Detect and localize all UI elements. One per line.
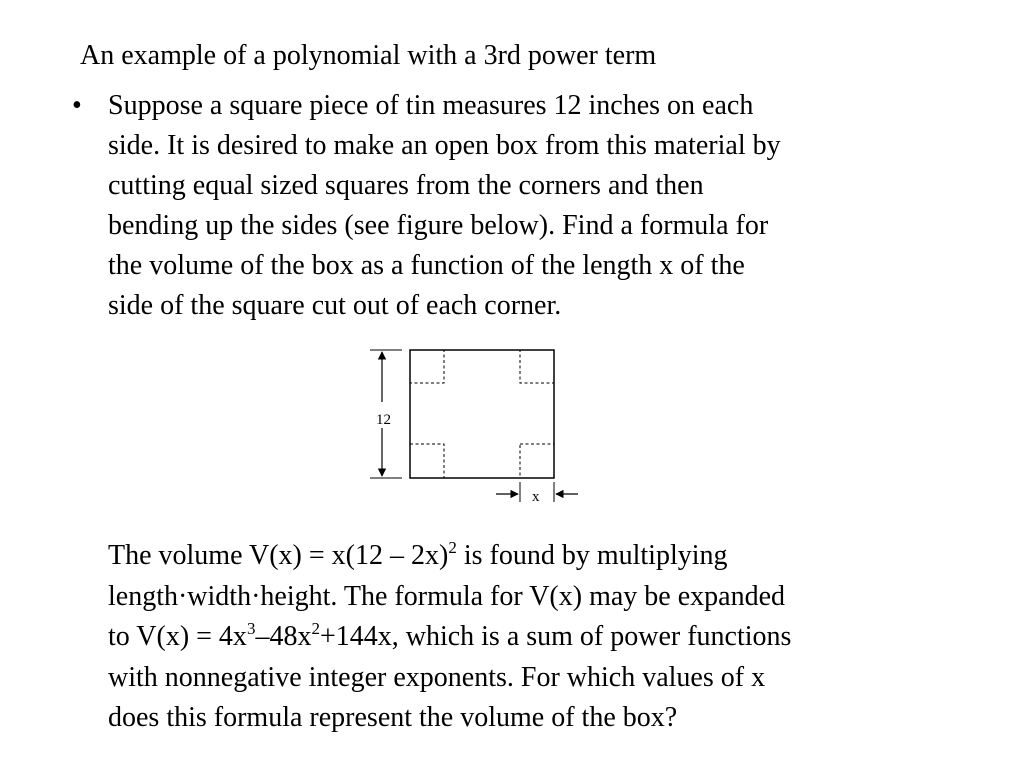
corner-cut-bottom-left <box>410 444 444 478</box>
slide-title: An example of a polynomial with a 3rd power term <box>80 40 657 71</box>
problem-line: side of the square cut out of each corner. <box>108 290 562 321</box>
text-run: to V(x) = 4x <box>108 621 247 652</box>
corner-cut-top-left <box>410 350 444 383</box>
problem-line: side. It is desired to make an open box from this material by <box>108 130 781 161</box>
text-run: The volume V(x) = x(12 – 2x) <box>108 540 449 571</box>
volume-explanation <box>108 536 978 739</box>
exponent: 3 <box>246 619 256 638</box>
volume-line-2: length·width·height. The formula for V(x) may be expanded <box>108 580 785 612</box>
problem-line: cutting equal sized squares from the corners and then <box>108 170 704 201</box>
volume-line-4: with nonnegative integer exponents. For which values of x <box>108 661 766 693</box>
corner-cut-top-right <box>520 350 554 383</box>
cut-length-label: x <box>532 489 540 505</box>
exponent: 2 <box>311 619 320 638</box>
text-run: +144x, which is a sum of power functions <box>319 621 792 652</box>
volume-line-3 <box>108 617 978 658</box>
problem-statement <box>108 86 968 326</box>
bullet-marker: • <box>72 90 82 121</box>
corner-cuts <box>410 350 554 478</box>
volume-line-1 <box>108 536 978 577</box>
problem-line: bending up the sides (see figure below). Find a formula for <box>108 210 769 241</box>
problem-line: the volume of the box as a function of the length x of the <box>108 250 745 281</box>
tin-square <box>410 350 554 478</box>
tin-square-figure <box>360 340 600 510</box>
exponent: 2 <box>448 538 457 557</box>
corner-cut-bottom-right <box>520 444 554 478</box>
volume-line-5: does this formula represent the volume of the box? <box>108 702 678 733</box>
figure-drawing <box>360 340 600 510</box>
problem-line: Suppose a square piece of tin measures 12 inches on each <box>108 90 754 121</box>
text-run: is found by multiplying <box>456 540 728 571</box>
text-run: –48x <box>255 621 312 652</box>
side-length-label: 12 <box>376 412 391 428</box>
